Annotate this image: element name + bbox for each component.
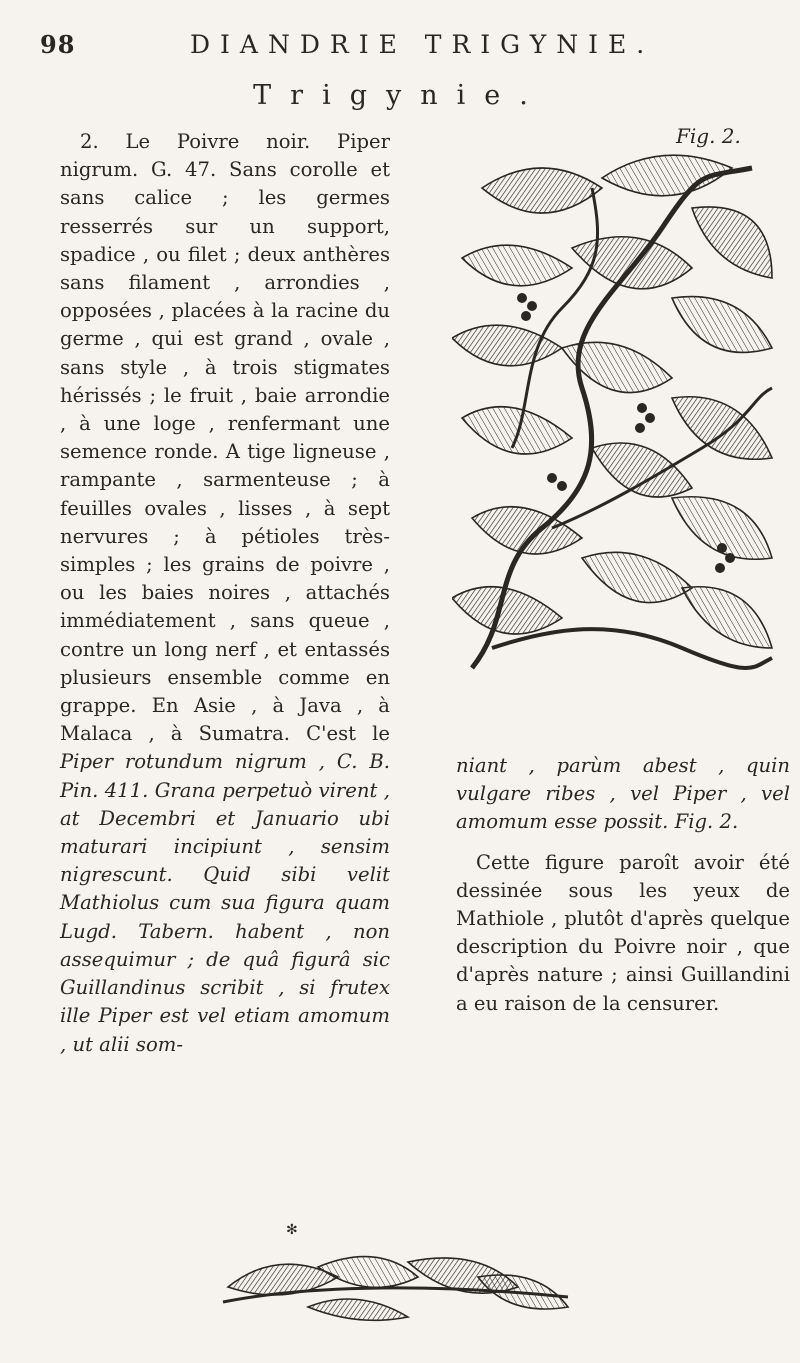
section-title: Trigynie. [253,80,547,111]
figure-label: Fig. 2. [676,124,741,148]
page-header [40,30,780,70]
figure-commentary: Cette figure paroît avoir été dessinée sous les yeux de Mathiole , plutôt d'après quelque description du Poivre noir , que d'après nature ; ainsi Guillandini a eu raison de la censurer. [456,850,790,1015]
right-text-column [456,752,790,1018]
page-number: 98 [40,30,76,59]
species-description [60,128,390,1059]
latin-citation-continued: niant , parùm abest , quin vulgare ribes , vel Piper , vel amomum esse possit. Fig. 2. [456,754,790,834]
left-text-column [60,128,390,1059]
asterism-ornament: ✻ [286,1222,298,1238]
engraving-svg [452,148,778,688]
tailpiece-vignette [218,1247,573,1323]
vignette-svg [218,1247,573,1323]
pepper-vine-illustration [452,148,778,688]
description-text: 2. Le Poivre noir. Piper nigrum. G. 47. Sans corolle et sans calice ; les germes resserrés sur un support, spadice , ou filet ; deux anthères sans filament , arrondies , opposées , placées à la racine du germe , qui est grand , ovale , sans style , à trois stigmates hérissés ; le fruit , baie arrondie , à une loge , renfermant une semence ronde. A tige ligneuse , rampante , sarmenteuse ; à feuilles ovales , lisses , à sept nervures ; à pétioles très-simples ; les grains de poivre , ou les baies noires , attachés immédiatement , sans queue , contre un long nerf , et entassés plusieurs ensemble comme en grappe. En Asie , à Java , à Malaca , à Sumatra. C'est le [60,130,390,746]
running-head: DIANDRIE TRIGYNIE. [190,30,655,59]
latin-citation: Piper rotundum nigrum , C. B. Pin. 411. Grana perpetuò virent , at Decembri et Januario ubi maturari incipiunt , sensim nigrescunt. Quid sibi velit Mathiolus cum sua figura quam Lugd. Tabern. habent , non assequimur ; de quâ figurâ sic Guillandinus scribit , si frutex ille Piper est vel etiam amomum , ut alii som- [60,750,390,1056]
